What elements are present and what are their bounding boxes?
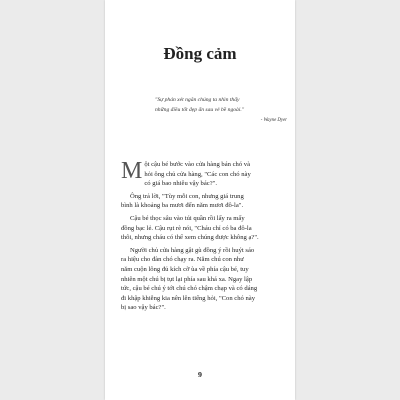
paragraph-3: [121, 214, 281, 243]
text-line: đi khập khiễng kia nên lên tiếng hỏi, "Con chó này: [121, 294, 255, 302]
text-line: Người chủ cửa hàng gật gù đồng ý rồi huýt sáo: [130, 246, 255, 254]
text-line: Ông trả lời, "Tùy mỗi con, nhưng giá trung: [130, 192, 244, 200]
page-number: 9: [197, 372, 203, 379]
page-title: Đồng cảm: [163, 44, 237, 63]
text-line: bị sao vậy bác?".: [121, 304, 166, 312]
paragraph-2: [121, 192, 281, 211]
epigraph-author: - Wayne Dyer: [260, 118, 287, 124]
text-line: hỏi ông chủ cửa hàng, "Các con chó này: [144, 170, 251, 178]
drop-cap: M: [121, 158, 143, 184]
text-line: Cậu bé thọc sâu vào túi quần rồi lấy ra mấy: [130, 214, 245, 222]
paragraph-1: [121, 160, 281, 189]
text-line: năm cuộn lông đủ kích cỡ ùa về phía cậu bé, tuy: [121, 265, 249, 273]
text-line: có giá bao nhiêu vậy bác?".: [144, 180, 217, 188]
text-line: ột cậu bé bước vào cửa hàng bán chó và: [144, 161, 250, 168]
text-line: thôi, nhưng cháu có thể xem chúng được không ạ?".: [121, 234, 259, 242]
epigraph-line: "Sự phán xét ngăn chúng ta nhìn thấy: [155, 97, 240, 103]
book-page: [105, 0, 295, 400]
text-line: ra hiệu cho đàn chó chạy ra. Năm chú con như: [121, 256, 244, 264]
text-line: đồng bạc lẻ. Cậu rụt rè nói, "Cháu chỉ có ba đô-la: [121, 224, 252, 232]
text-line: nhiên một chú bị tụt lại phía sau khá xa. Ngay lập: [121, 275, 253, 283]
paragraph-4: [121, 246, 281, 313]
body-text: [121, 160, 281, 316]
text-line: tức, cậu bé chú ý tới chú chó chậm chạp và có dáng: [121, 285, 258, 293]
epigraph-line: những điều tốt đẹp ẩn sau vẻ bề ngoài.": [155, 106, 245, 113]
epigraph: [155, 96, 287, 126]
text-line: bình là khoảng ba mươi đến năm mươi đô-la".: [121, 202, 244, 210]
